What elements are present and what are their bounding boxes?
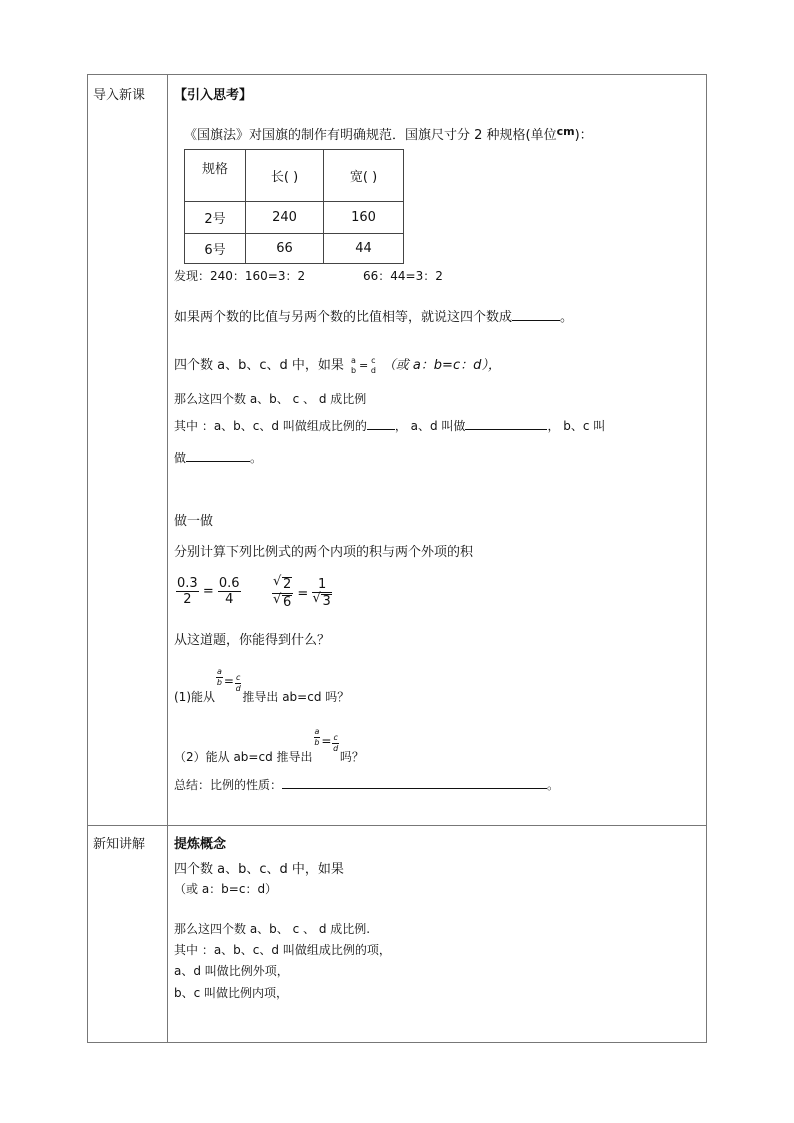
fraction-c-d: $\frac{c}{d}$ (333, 733, 339, 753)
four-numbers-text: 四个数 a、b、c、d 中，如果 a b = c d （或 a：b=c：d）， (174, 355, 501, 375)
table-cell: 240 (246, 202, 324, 234)
fraction-c-d: c d (370, 355, 376, 375)
compute-instruction: 分别计算下列比例式的两个内项的积与两个外项的积 (174, 545, 474, 560)
concept-line-2: （或 a：b=c：d） (174, 882, 278, 896)
table-header-spec: 规格 (185, 150, 246, 202)
flag-size-table (184, 149, 404, 264)
concept-line-4: 其中 ：a、b、c、d 叫做组成比例的项， (174, 943, 391, 957)
intro-heading: 【引入思考】 (174, 88, 253, 103)
question-2: （2）能从 ab=cd 推导出 $\frac{a}{b}$ = $\frac{c}{d}$ 吗？ (174, 727, 364, 764)
table-cell: 66 (246, 234, 324, 264)
table-cell: 6号 (185, 234, 246, 264)
answer-blank[interactable] (282, 776, 547, 789)
what-get-question: 从这道题，你能得到什么？ (174, 633, 331, 648)
flag-law-text: 《国旗法》对国旗的制作有明确规范．国旗尺寸分 2 种规格(单位$^{cm}$)： (184, 125, 593, 143)
concept-line-6: b、c 叫做比例内项， (174, 986, 289, 1000)
discover-text-2: 66：44=3：2 (363, 269, 443, 283)
example-proportion-2: √ 2 √ 6 = 1 √ 3 (272, 577, 332, 611)
summary-statement: 总结：比例的性质： 。 (174, 778, 560, 792)
concept-line-3: 那么这四个数 a、b、 c 、 d 成比例. (174, 922, 371, 936)
fraction-a-b: a b (350, 355, 357, 375)
terms-statement-cont: 做 。 (174, 451, 263, 465)
table-header-width: 宽( ) (324, 150, 404, 202)
fraction-a-b: $\frac{a}{b}$ (314, 727, 320, 747)
question-1: (1)能从 $\frac{a}{b}$ = $\frac{c}{d}$ 推导出 ab=cd 吗？ (174, 667, 350, 704)
answer-blank[interactable] (367, 417, 395, 430)
table-cell: 160 (324, 202, 404, 234)
fraction-c-d: $\frac{c}{d}$ (235, 673, 241, 693)
table-header-length: 长( ) (246, 150, 324, 202)
try-it-heading: 做一做 (174, 514, 214, 529)
row-label-new-knowledge: 新知讲解 (93, 837, 146, 852)
column-divider (167, 74, 168, 1043)
example-proportion-1: $\frac{0.3}{2}$ = $\frac{0.6}{4}$ (177, 576, 240, 607)
definition-text: 如果两个数的比值与另两个数的比值相等，就说这四个数成 。 (174, 310, 574, 325)
row-divider (87, 825, 707, 826)
table-cell: 44 (324, 234, 404, 264)
answer-blank[interactable] (186, 449, 250, 462)
fraction-a-b: $\frac{a}{b}$ (216, 667, 222, 687)
concept-heading: 提炼概念 (174, 837, 227, 852)
answer-blank[interactable] (512, 308, 560, 321)
terms-statement: 其中 ：a、b、c、d 叫做组成比例的 ， a、d 叫做 ， b、c 叫 (174, 419, 606, 433)
proportion-statement: 那么这四个数 a、b、 c 、 d 成比例 (174, 392, 367, 406)
concept-line-5: a、d 叫做比例外项， (174, 964, 289, 978)
concept-line-1: 四个数 a、b、c、d 中，如果 (174, 862, 344, 877)
table-cell: 2号 (185, 202, 246, 234)
discover-text: 发现：240：160=3：2 (174, 269, 306, 283)
row-label-intro: 导入新课 (93, 88, 146, 103)
answer-blank[interactable] (465, 417, 547, 430)
